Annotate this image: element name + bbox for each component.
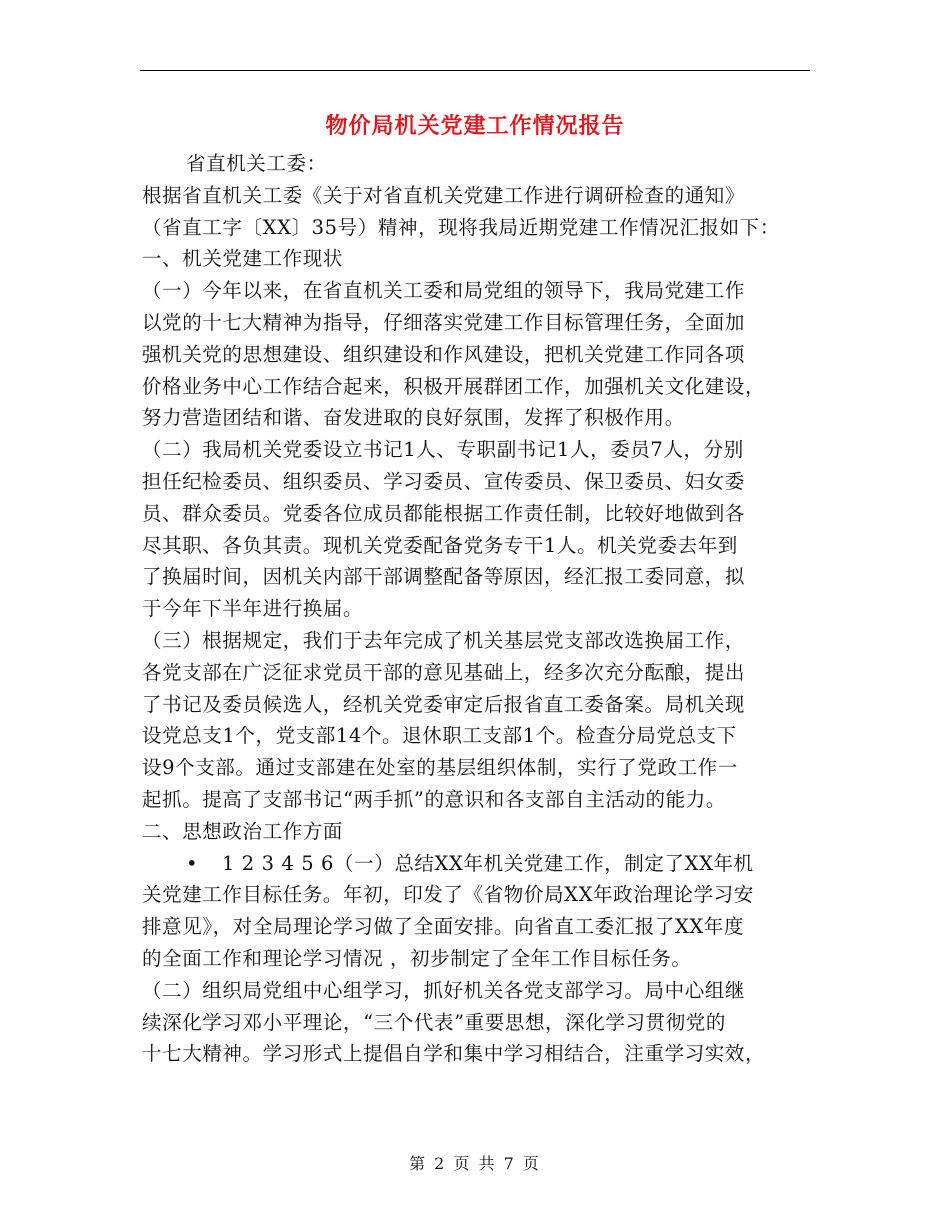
body-line: 设党总支1个，党支部14个。退休职工支部1个。检查分局党总支下 [142,724,737,748]
body-line: （三）根据规定，我们于去年完成了机关基层党支部改选换届工作， [142,628,746,652]
body-line: 各党支部在广泛征求党员干部的意见基础上，经多次充分酝酿，提出 [142,660,746,684]
section-heading: 一、机关党建工作现状 [142,247,344,271]
body-line: 价格业务中心工作结合起来，积极开展群团工作，加强机关文化建设， [142,374,766,398]
bullet-text: 1 2 3 4 5 6（一）总结XX年机关党建工作，制定了XX年机 [222,851,754,875]
body-line: 排意见》，对全局理论学习做了全面安排。向省直工委汇报了XX年度 [142,915,745,939]
body-line: 十七大精神。学习形式上提倡自学和集中学习相结合，注重学习实效， [142,1042,766,1066]
bullet-line [142,848,818,880]
body-line: 强机关党的思想建设、组织建设和作风建设，把机关党建工作同各项 [142,342,746,366]
body-line: （一）今年以来，在省直机关工委和局党组的领导下，我局党建工作 [142,279,746,303]
body-line: 了书记及委员候选人，经机关党委审定后报省直工委备案。局机关现 [142,692,746,716]
document-body [142,148,818,1070]
body-line: （省直工字〔XX〕35号）精神，现将我局近期党建工作情况汇报如下： [142,215,780,239]
body-line: 的全面工作和理论学习情况 ，初步制定了全年工作目标任务。 [142,946,692,970]
body-line: 续深化学习邓小平理论，“三个代表”重要思想，深化学习贯彻党的 [142,1010,726,1034]
body-line: 设9个支部。通过支部建在处室的基层组织体制，实行了党政工作一 [142,756,738,780]
bullet-icon: • [186,851,199,875]
body-line: 根据省直机关工委《关于对省直机关党建工作进行调研检查的通知》 [142,183,746,207]
body-line: 关党建工作目标任务。年初，印发了《省物价局XX年政治理论学习安 [142,883,754,907]
body-line: （二）组织局党组中心组学习，抓好机关各党支部学习。局中心组继 [142,978,746,1002]
body-line: 担任纪检委员、组织委员、学习委员、宣传委员、保卫委员、妇女委 [142,469,746,493]
document-title: 物价局机关党建工作情况报告 [325,113,625,139]
page-number: 第 2 页 共 7 页 [409,1154,541,1173]
body-line: 员、群众委员。党委各位成员都能根据工作责任制，比较好地做到各 [142,501,746,525]
body-line: 于今年下半年进行换届。 [142,597,364,621]
header-rule [140,70,810,71]
body-line: （二）我局机关党委设立书记1人、专职副书记1人，委员7人，分别 [142,438,744,462]
section-heading: 二、思想政治工作方面 [142,819,344,843]
body-line: 了换届时间，因机关内部干部调整配备等原因，经汇报工委同意，拟 [142,565,746,589]
body-line: 起抓。提高了支部书记“两手抓”的意识和各支部自主活动的能力。 [142,787,726,811]
body-line: 尽其职、各负其责。现机关党委配备党务专干1人。机关党委去年到 [142,533,738,557]
salutation: 省直机关工委： [186,152,327,175]
body-line: 以党的十七大精神为指导，仔细落实党建工作目标管理任务，全面加 [142,310,746,334]
body-line: 努力营造团结和谐、奋发进取的良好氛围，发挥了积极作用。 [142,406,685,430]
